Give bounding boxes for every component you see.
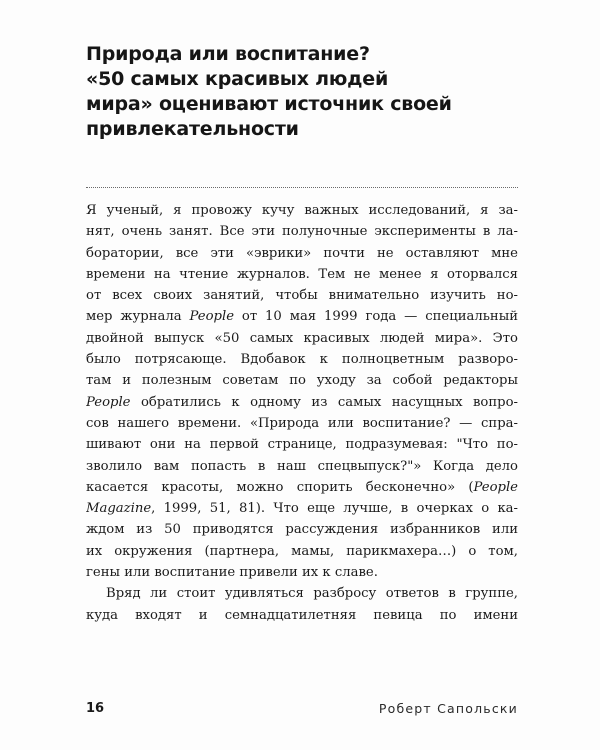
text-line: нят, очень занят. Все эти полуночные эксперименты в ла- xyxy=(86,224,518,240)
text-line: гены или воспитание привели их к славе. xyxy=(86,565,378,581)
running-author: Роберт Сапольски xyxy=(378,701,518,716)
text-line: двойной выпуск «50 самых красивых людей мира». Это xyxy=(86,330,518,346)
text-segment: , 1999, 51, 81). Что еще лучше, в очерках о ка- xyxy=(151,501,518,517)
body-text xyxy=(86,200,518,626)
text-line: ждом из 50 приводятся рассуждения избранников или xyxy=(86,522,518,538)
text-segment: обратились к одному из самых насущных вопро- xyxy=(140,394,518,410)
text-line xyxy=(86,392,518,413)
text-line: Вряд ли стоит удивляться разбросу ответов в группе, xyxy=(106,586,518,602)
text-line xyxy=(86,498,518,519)
text-line: Я ученый, я провожу кучу важных исследований, я за- xyxy=(86,203,518,218)
text-segment: от 10 мая 1999 года — специальный xyxy=(241,309,518,325)
heading-line: «50 самых красивых людей xyxy=(86,68,389,90)
heading-line: мира» оценивают источник своей xyxy=(86,93,452,115)
page-footer xyxy=(0,701,600,721)
magazine-title: Magazine xyxy=(86,501,152,517)
text-segment: касается красоты, можно спорить бесконечно» ( xyxy=(86,479,474,495)
magazine-title: People xyxy=(473,479,518,495)
text-line: было потрясающе. Вдобавок к полноцветным разворо- xyxy=(86,352,518,368)
heading-line: привлекательности xyxy=(86,118,299,140)
text-line: их окружения (партнера, мамы, парикмахера…) о том, xyxy=(86,543,518,559)
magazine-title: People xyxy=(86,394,131,410)
text-line: шивают они на первой странице, подразумевая: "Что по- xyxy=(86,437,518,453)
dotted-divider xyxy=(86,187,518,188)
text-segment: мер журнала xyxy=(86,309,182,325)
text-line xyxy=(86,477,518,498)
text-line: зволило вам попасть в наш спецвыпуск?"» Когда дело xyxy=(86,458,518,474)
magazine-title: People xyxy=(189,309,235,325)
text-line xyxy=(86,306,518,327)
heading-line: Природа или воспитание? xyxy=(86,43,370,65)
text-line: сов нашего времени. «Природа или воспитание? — спра- xyxy=(86,415,518,431)
text-line: куда входят и семнадцатилетняя певица по имени xyxy=(86,607,518,623)
page-number: 16 xyxy=(86,701,105,716)
text-line: там и полезным советам по уходу за собой редакторы xyxy=(86,373,518,389)
text-line: времени на чтение журналов. Тем не менее я оторвался xyxy=(86,266,518,282)
text-line: от всех своих занятий, чтобы внимательно изучить но- xyxy=(86,288,518,304)
text-line: боратории, все эти «эврики» почти не оставляют мне xyxy=(86,245,518,261)
section-heading xyxy=(86,42,526,142)
